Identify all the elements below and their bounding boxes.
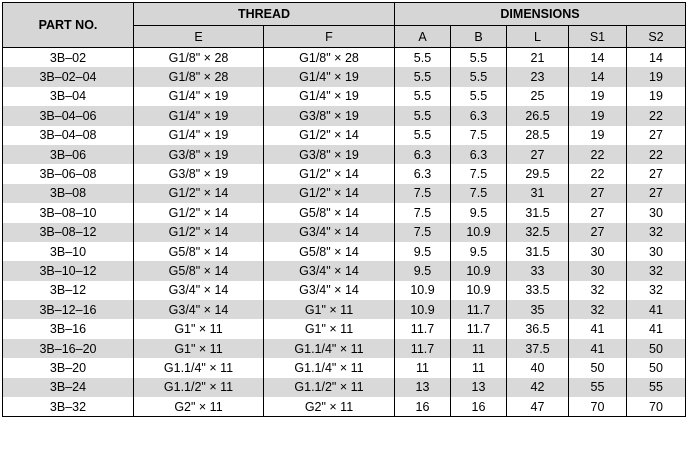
cell-dim-l: 37.5 xyxy=(507,339,569,358)
cell-thread-f: G3/4" × 14 xyxy=(264,223,395,242)
cell-thread-e: G1/2" × 14 xyxy=(134,223,264,242)
cell-thread-f: G5/8" × 14 xyxy=(264,242,395,261)
table-header xyxy=(3,3,686,48)
cell-part-no: 3B–02 xyxy=(3,48,134,68)
cell-dim-a: 10.9 xyxy=(395,281,451,300)
cell-dim-s2: 14 xyxy=(649,50,663,65)
table-row xyxy=(3,242,686,261)
cell-dim-l: 32.5 xyxy=(507,223,569,242)
cell-thread-f: G1" × 11 xyxy=(264,300,395,319)
cell-dim-l: 33 xyxy=(507,261,569,280)
cell-thread-e: G1/4" × 19 xyxy=(134,106,264,125)
table-body xyxy=(3,48,686,417)
cell-thread-f: G3/4" × 14 xyxy=(264,281,395,300)
table-row xyxy=(3,261,686,280)
cell-dim-s2: 30 xyxy=(649,205,663,220)
cell-dim-s1: 30 xyxy=(569,261,627,280)
cell-dim-s1: 70 xyxy=(569,397,627,417)
table-row xyxy=(3,67,686,86)
cell-part-no: 3B–20 xyxy=(3,358,134,377)
cell-dim-a: 5.5 xyxy=(395,48,451,68)
header-col-b: B xyxy=(451,26,507,48)
cell-dim-l: 21 xyxy=(507,48,569,68)
cell-thread-e: G3/4" × 14 xyxy=(134,300,264,319)
cell-dim-l: 36.5 xyxy=(507,319,569,338)
cell-dim-s1: 32 xyxy=(569,300,627,319)
cell-dim-a: 11 xyxy=(395,358,451,377)
cell-dim-s1: 55 xyxy=(569,378,627,397)
cell-dim-a: 6.3 xyxy=(395,164,451,183)
cell-dim-b: 9.5 xyxy=(451,203,507,222)
cell-dim-b: 7.5 xyxy=(451,126,507,145)
header-dimensions: DIMENSIONS xyxy=(395,3,686,26)
cell-part-no: 3B–10–12 xyxy=(3,261,134,280)
cell-part-no: 3B–04 xyxy=(3,87,134,106)
table-row xyxy=(3,223,686,242)
header-part-no: PART NO. xyxy=(3,3,134,48)
cell-dim-s2: 41 xyxy=(649,322,663,337)
cell-thread-f: G1/2" × 14 xyxy=(264,164,395,183)
cell-dim-s1: 27 xyxy=(569,223,627,242)
fittings-spec-table-container xyxy=(2,2,686,417)
table-row xyxy=(3,106,686,125)
cell-thread-f: G1.1/4" × 11 xyxy=(264,339,395,358)
cell-dim-a: 7.5 xyxy=(395,223,451,242)
cell-dim-l: 25 xyxy=(507,87,569,106)
cell-part-no: 3B–04–06 xyxy=(3,106,134,125)
cell-thread-e: G5/8" × 14 xyxy=(134,261,264,280)
cell-thread-f: G3/8" × 19 xyxy=(264,145,395,164)
cell-dim-s2: 50 xyxy=(649,360,663,375)
header-col-a: A xyxy=(395,26,451,48)
cell-dim-b: 11.7 xyxy=(451,300,507,319)
cell-thread-e: G1/2" × 14 xyxy=(134,184,264,203)
cell-thread-f: G2" × 11 xyxy=(264,397,395,417)
cell-dim-a: 5.5 xyxy=(395,87,451,106)
cell-part-no: 3B–08–10 xyxy=(3,203,134,222)
cell-dim-s2: 32 xyxy=(627,261,686,280)
cell-dim-s1: 19 xyxy=(569,126,627,145)
cell-dim-b: 6.3 xyxy=(451,106,507,125)
cell-thread-e: G3/8" × 19 xyxy=(134,145,264,164)
cell-dim-b: 13 xyxy=(451,378,507,397)
cell-thread-f: G1.1/2" × 11 xyxy=(264,378,395,397)
cell-part-no: 3B–16 xyxy=(3,319,134,338)
cell-dim-s1: 19 xyxy=(569,87,627,106)
cell-dim-b: 7.5 xyxy=(451,164,507,183)
cell-thread-e: G2" × 11 xyxy=(134,397,264,417)
cell-thread-e: G1/8" × 28 xyxy=(134,67,264,86)
cell-dim-l: 33.5 xyxy=(507,281,569,300)
table-row xyxy=(3,48,686,68)
cell-part-no: 3B–06–08 xyxy=(3,164,134,183)
cell-thread-f: G1/4" × 19 xyxy=(264,87,395,106)
cell-dim-s2: 70 xyxy=(649,399,663,414)
cell-thread-f: G3/4" × 14 xyxy=(264,261,395,280)
cell-dim-a: 6.3 xyxy=(395,145,451,164)
cell-dim-a: 16 xyxy=(395,397,451,417)
cell-dim-a: 7.5 xyxy=(395,184,451,203)
cell-dim-l: 35 xyxy=(507,300,569,319)
cell-dim-b: 5.5 xyxy=(451,48,507,68)
cell-dim-l: 23 xyxy=(507,67,569,86)
cell-dim-l: 42 xyxy=(507,378,569,397)
cell-dim-s2: 27 xyxy=(649,167,663,182)
header-col-s1: S1 xyxy=(569,26,627,48)
cell-dim-l: 47 xyxy=(507,397,569,417)
table-row xyxy=(3,126,686,145)
cell-part-no: 3B–08–12 xyxy=(3,223,134,242)
table-row xyxy=(3,87,686,106)
table-row xyxy=(3,378,686,397)
cell-dim-a: 5.5 xyxy=(395,67,451,86)
cell-thread-e: G1/4" × 19 xyxy=(134,87,264,106)
cell-dim-b: 10.9 xyxy=(451,223,507,242)
cell-dim-s2: 19 xyxy=(649,89,663,104)
cell-part-no: 3B–02–04 xyxy=(3,67,134,86)
cell-dim-s1: 50 xyxy=(569,358,627,377)
cell-thread-e: G1/8" × 28 xyxy=(134,48,264,68)
cell-dim-a: 9.5 xyxy=(395,242,451,261)
cell-thread-e: G1/4" × 19 xyxy=(134,126,264,145)
header-col-e: E xyxy=(134,26,264,48)
cell-thread-f: G3/8" × 19 xyxy=(264,106,395,125)
cell-thread-e: G1" × 11 xyxy=(134,319,264,338)
cell-dim-s1: 30 xyxy=(569,242,627,261)
cell-dim-b: 6.3 xyxy=(451,145,507,164)
cell-dim-a: 9.5 xyxy=(395,261,451,280)
cell-dim-s2: 22 xyxy=(627,106,686,125)
cell-dim-s1: 14 xyxy=(569,48,627,68)
header-col-f: F xyxy=(264,26,395,48)
cell-part-no: 3B–10 xyxy=(3,242,134,261)
cell-thread-f: G1/4" × 19 xyxy=(264,67,395,86)
cell-thread-f: G1.1/4" × 11 xyxy=(264,358,395,377)
cell-part-no: 3B–06 xyxy=(3,145,134,164)
cell-thread-f: G5/8" × 14 xyxy=(264,203,395,222)
cell-dim-s1: 19 xyxy=(569,106,627,125)
cell-dim-s2: 32 xyxy=(649,283,663,298)
cell-dim-s1: 41 xyxy=(569,319,627,338)
table-row xyxy=(3,281,686,300)
table-row xyxy=(3,164,686,183)
table-row xyxy=(3,300,686,319)
header-col-s2: S2 xyxy=(627,26,686,48)
cell-part-no: 3B–16–20 xyxy=(3,339,134,358)
cell-dim-s2: 19 xyxy=(627,67,686,86)
cell-dim-s2: 32 xyxy=(627,223,686,242)
table-row xyxy=(3,397,686,417)
cell-dim-l: 27 xyxy=(507,145,569,164)
cell-dim-l: 28.5 xyxy=(507,126,569,145)
cell-part-no: 3B–08 xyxy=(3,184,134,203)
cell-dim-s1: 14 xyxy=(569,67,627,86)
table-row xyxy=(3,203,686,222)
cell-dim-b: 5.5 xyxy=(451,67,507,86)
cell-dim-b: 7.5 xyxy=(451,184,507,203)
table-row xyxy=(3,184,686,203)
cell-dim-a: 10.9 xyxy=(395,300,451,319)
cell-dim-s2: 55 xyxy=(627,378,686,397)
cell-dim-a: 13 xyxy=(395,378,451,397)
cell-dim-l: 31 xyxy=(507,184,569,203)
cell-dim-l: 26.5 xyxy=(507,106,569,125)
cell-dim-s1: 32 xyxy=(569,281,627,300)
cell-thread-f: G1" × 11 xyxy=(264,319,395,338)
cell-thread-e: G1.1/4" × 11 xyxy=(134,358,264,377)
cell-dim-a: 11.7 xyxy=(395,339,451,358)
cell-thread-e: G3/8" × 19 xyxy=(134,164,264,183)
fittings-spec-table xyxy=(2,2,686,417)
cell-thread-e: G1/2" × 14 xyxy=(134,203,264,222)
cell-dim-l: 31.5 xyxy=(507,203,569,222)
cell-part-no: 3B–32 xyxy=(3,397,134,417)
table-row xyxy=(3,319,686,338)
cell-dim-s1: 27 xyxy=(569,184,627,203)
cell-dim-b: 11 xyxy=(451,339,507,358)
cell-thread-e: G5/8" × 14 xyxy=(134,242,264,261)
table-row xyxy=(3,358,686,377)
cell-thread-f: G1/2" × 14 xyxy=(264,184,395,203)
cell-dim-b: 16 xyxy=(451,397,507,417)
cell-dim-s2: 41 xyxy=(627,300,686,319)
table-row xyxy=(3,339,686,358)
cell-dim-b: 10.9 xyxy=(451,261,507,280)
cell-thread-e: G1" × 11 xyxy=(134,339,264,358)
cell-dim-a: 7.5 xyxy=(395,203,451,222)
cell-thread-f: G1/8" × 28 xyxy=(264,48,395,68)
cell-thread-f: G1/2" × 14 xyxy=(264,126,395,145)
cell-dim-l: 40 xyxy=(507,358,569,377)
cell-dim-s2: 27 xyxy=(649,128,663,143)
cell-part-no: 3B–04–08 xyxy=(3,126,134,145)
cell-dim-l: 29.5 xyxy=(507,164,569,183)
cell-dim-a: 11.7 xyxy=(395,319,451,338)
cell-dim-a: 5.5 xyxy=(395,126,451,145)
cell-dim-s2: 27 xyxy=(627,184,686,203)
cell-thread-e: G3/4" × 14 xyxy=(134,281,264,300)
cell-dim-s1: 22 xyxy=(569,164,627,183)
cell-thread-e: G1.1/2" × 11 xyxy=(134,378,264,397)
cell-part-no: 3B–12–16 xyxy=(3,300,134,319)
cell-dim-a: 5.5 xyxy=(395,106,451,125)
cell-dim-b: 10.9 xyxy=(451,281,507,300)
cell-part-no: 3B–12 xyxy=(3,281,134,300)
header-col-l: L xyxy=(507,26,569,48)
cell-dim-s1: 22 xyxy=(569,145,627,164)
cell-dim-b: 11.7 xyxy=(451,319,507,338)
table-row xyxy=(3,145,686,164)
header-row-groups xyxy=(3,3,686,26)
cell-dim-b: 11 xyxy=(451,358,507,377)
cell-dim-s1: 27 xyxy=(569,203,627,222)
cell-part-no: 3B–24 xyxy=(3,378,134,397)
cell-dim-l: 31.5 xyxy=(507,242,569,261)
cell-dim-b: 5.5 xyxy=(451,87,507,106)
cell-dim-s2: 22 xyxy=(627,145,686,164)
cell-dim-s2: 30 xyxy=(649,244,663,259)
header-thread: THREAD xyxy=(134,3,395,26)
cell-dim-s1: 41 xyxy=(569,339,627,358)
cell-dim-s2: 50 xyxy=(627,339,686,358)
cell-dim-b: 9.5 xyxy=(451,242,507,261)
